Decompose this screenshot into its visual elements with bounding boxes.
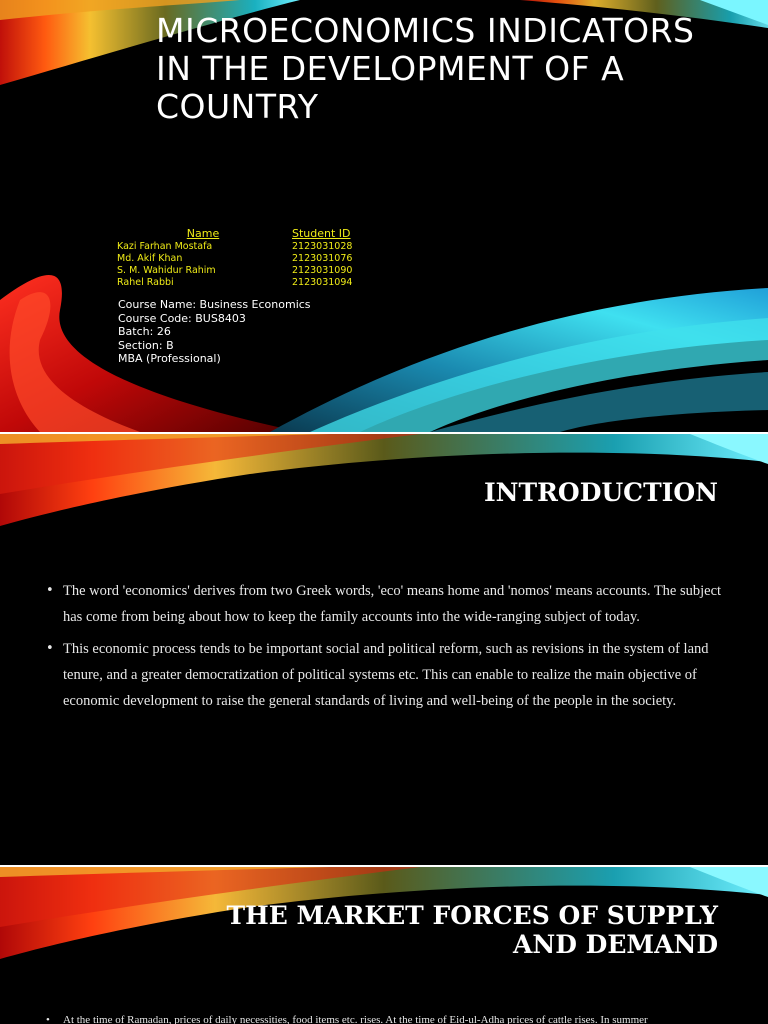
table-row [114,253,352,265]
title-line: MICROECONOMICS INDICATORS [156,11,695,50]
bullet-list [46,1012,726,1024]
list-item: • At the time of Ramadan, prices of daily necessities, food items etc. rises. At the time of Eid-ul-Adha prices of cattle rises. In summer [46,1012,726,1024]
course-name: Course Name: Business Economics [118,298,311,311]
slide-title-heading [156,12,756,126]
slide-title[interactable] [0,0,768,432]
student-id: 2123031028 [292,241,353,252]
slide-market-forces[interactable] [0,867,768,1024]
column-header-student-id: Student ID [292,227,351,240]
slide-introduction[interactable] [0,434,768,865]
bullet-list [46,578,726,720]
column-header-name: Name [186,227,220,240]
student-name: Kazi Farhan Mostafa [117,241,213,252]
course-code: Course Code: BUS8403 [118,311,246,325]
title-line: IN THE DEVELOPMENT OF A [156,49,625,88]
batch: Batch: 26 [118,325,171,338]
title-line: COUNTRY [156,87,319,126]
table-row [114,241,352,253]
program: MBA (Professional) [118,352,221,365]
slide-heading [227,901,718,959]
slide-heading: INTRODUCTION [483,478,718,507]
table-row [114,277,352,289]
table-row [114,265,352,277]
heading-line: THE MARKET FORCES OF SUPPLY [226,901,718,930]
student-id: 2123031094 [292,277,353,288]
list-item: • The word 'economics' derives from two Greek words, 'eco' means home and 'nomos' means accounts. The subject has come from being about how to keep the family accounts into the wide-ranging subject of today. [46,578,726,630]
student-id: 2123031090 [292,265,353,276]
student-id: 2123031076 [292,253,353,264]
section: Section: B [118,338,174,352]
heading-line: AND DEMAND [513,930,718,959]
student-table [114,227,352,289]
student-name: S. M. Wahidur Rahim [117,265,216,276]
student-name: Rahel Rabbi [117,277,174,288]
course-info [118,298,311,366]
list-item: • This economic process tends to be important social and political reform, such as revisions in the system of land tenure, and a greater democratization of political systems etc. This can enable to realize the main objective of economic development to raise the general standards of living and well-being of the people in the society. [46,636,726,714]
table-header-row [114,227,352,241]
student-name: Md. Akif Khan [117,253,183,264]
